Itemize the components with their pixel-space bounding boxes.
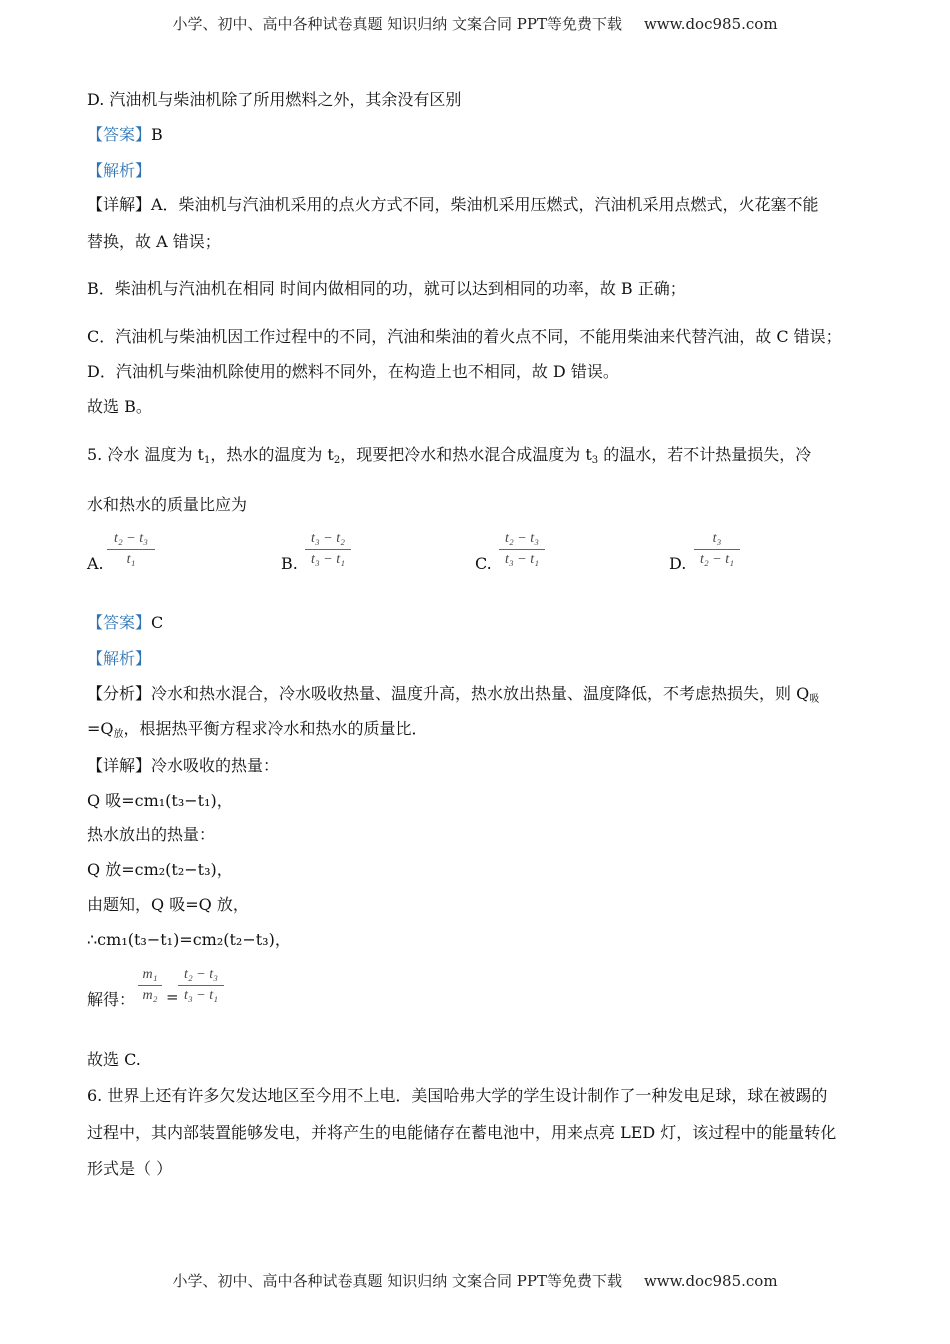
answer-tag: 【答案】: [87, 125, 152, 144]
header-title: 小学、初中、高中各种试卷真题 知识归纳 文案合同 PPT等免费下载: [172, 15, 622, 33]
q4-answer: [87, 125, 163, 145]
q5-analysis-line-2: $=Q_放$，根据热平衡方程求冷水和热水的质量比．: [87, 719, 428, 740]
q5-result-fraction: t₂ − t₃ t₃ − t₁: [178, 967, 224, 1004]
page-footer: [0, 1270, 950, 1291]
q5-equals-sign: =: [166, 988, 179, 1006]
q5-stem-line-2: 水和热水的质量比应为: [87, 495, 248, 514]
q4-detail-line: 【详解】A．柴油机与汽油机采用的点火方式不同，柴油机采用压燃式，汽油机采用点燃式，火花塞不能: [87, 195, 819, 214]
q5-option-a-fraction: t₂ − t₃ t₁: [107, 531, 155, 568]
q4-detail-line: B．柴油机与汽油机在相同 时间内做相同的功，就可以达到相同的功率，故 B 正确；: [87, 279, 686, 298]
q5-conclusion: 故选 C.: [87, 1050, 141, 1069]
answer-value: B: [151, 125, 163, 144]
q5-option-d-fraction: t₃ t₂ − t₁: [694, 531, 740, 568]
q4-conclusion: 故选 B。: [87, 397, 152, 416]
q4-option-d: D. 汽油机与柴油机除了所用燃料之外，其余没有区别: [87, 90, 462, 109]
q6-stem-line: 6. 世界上还有许多欠发达地区至今用不上电．美国哈弗大学的学生设计制作了一种发电足球，球在被踢的: [87, 1086, 828, 1105]
footer-site[interactable]: www.doc985.com: [643, 1272, 778, 1290]
q5-option-d-label: D.: [669, 554, 687, 573]
q5-solve-label: 解得：: [87, 990, 136, 1009]
header-site[interactable]: www.doc985.com: [643, 15, 778, 33]
q5-ratio-fraction: m₁ m₂: [138, 967, 162, 1004]
q5-stem-line-1: 5. 冷水 温度为 $t_1$，热水的温度为 $t_2$，现要把冷水和热水混合成温度为 $t_3$ 的温水，若不计热量损失，冷: [87, 445, 812, 466]
q5-detail-line: 热水放出的热量：: [87, 825, 216, 844]
q5-option-b-fraction: t₃ − t₂ t₃ − t₁: [305, 531, 351, 568]
q5-detail-line: 【详解】冷水吸收的热量：: [87, 756, 280, 775]
q5-equation: Q 吸=cm₁(t₃−t₁)，: [87, 791, 233, 810]
q6-stem-line: 形式是（ ）: [87, 1159, 173, 1178]
answer-value: C: [151, 613, 164, 632]
q4-detail-line: C．汽油机与柴油机因工作过程中的不同，汽油和柴油的着火点不同，不能用柴油来代替汽油，故 C 错误；: [87, 327, 842, 346]
q5-option-c-label: C.: [475, 554, 492, 573]
q5-analysis-line-1: 【分析】冷水和热水混合，冷水吸收热量、温度升高，热水放出热量、温度降低，不考虑热损失，则 $Q_吸$: [87, 684, 820, 705]
q4-detail-line: D．汽油机与柴油机除使用的燃料不同外，在构造上也不相同，故 D 错误。: [87, 362, 619, 381]
q5-answer: [87, 613, 163, 633]
q6-stem-line: 过程中，其内部装置能够发电，并将产生的电能储存在蓄电池中，用来点亮 LED 灯，该过程中的能量转化: [87, 1123, 837, 1142]
q5-analysis-tag: 【解析】: [87, 649, 152, 668]
q4-detail-line: 替换，故 A 错误；: [87, 232, 221, 251]
q4-analysis-tag: 【解析】: [87, 161, 152, 180]
q5-equation: Q 放=cm₂(t₂−t₃)，: [87, 860, 233, 879]
q5-equation: 由题知，Q 吸=Q 放，: [87, 895, 249, 914]
q5-option-c-fraction: t₂ − t₃ t₃ − t₁: [499, 531, 545, 568]
q5-equation: ∴cm₁(t₃−t₁)=cm₂(t₂−t₃)，: [87, 930, 291, 949]
q5-option-a-label: A.: [87, 554, 104, 573]
page-header: [0, 13, 950, 34]
q5-option-b-label: B.: [281, 554, 298, 573]
answer-tag: 【答案】: [87, 613, 152, 632]
footer-title: 小学、初中、高中各种试卷真题 知识归纳 文案合同 PPT等免费下载: [172, 1272, 622, 1290]
